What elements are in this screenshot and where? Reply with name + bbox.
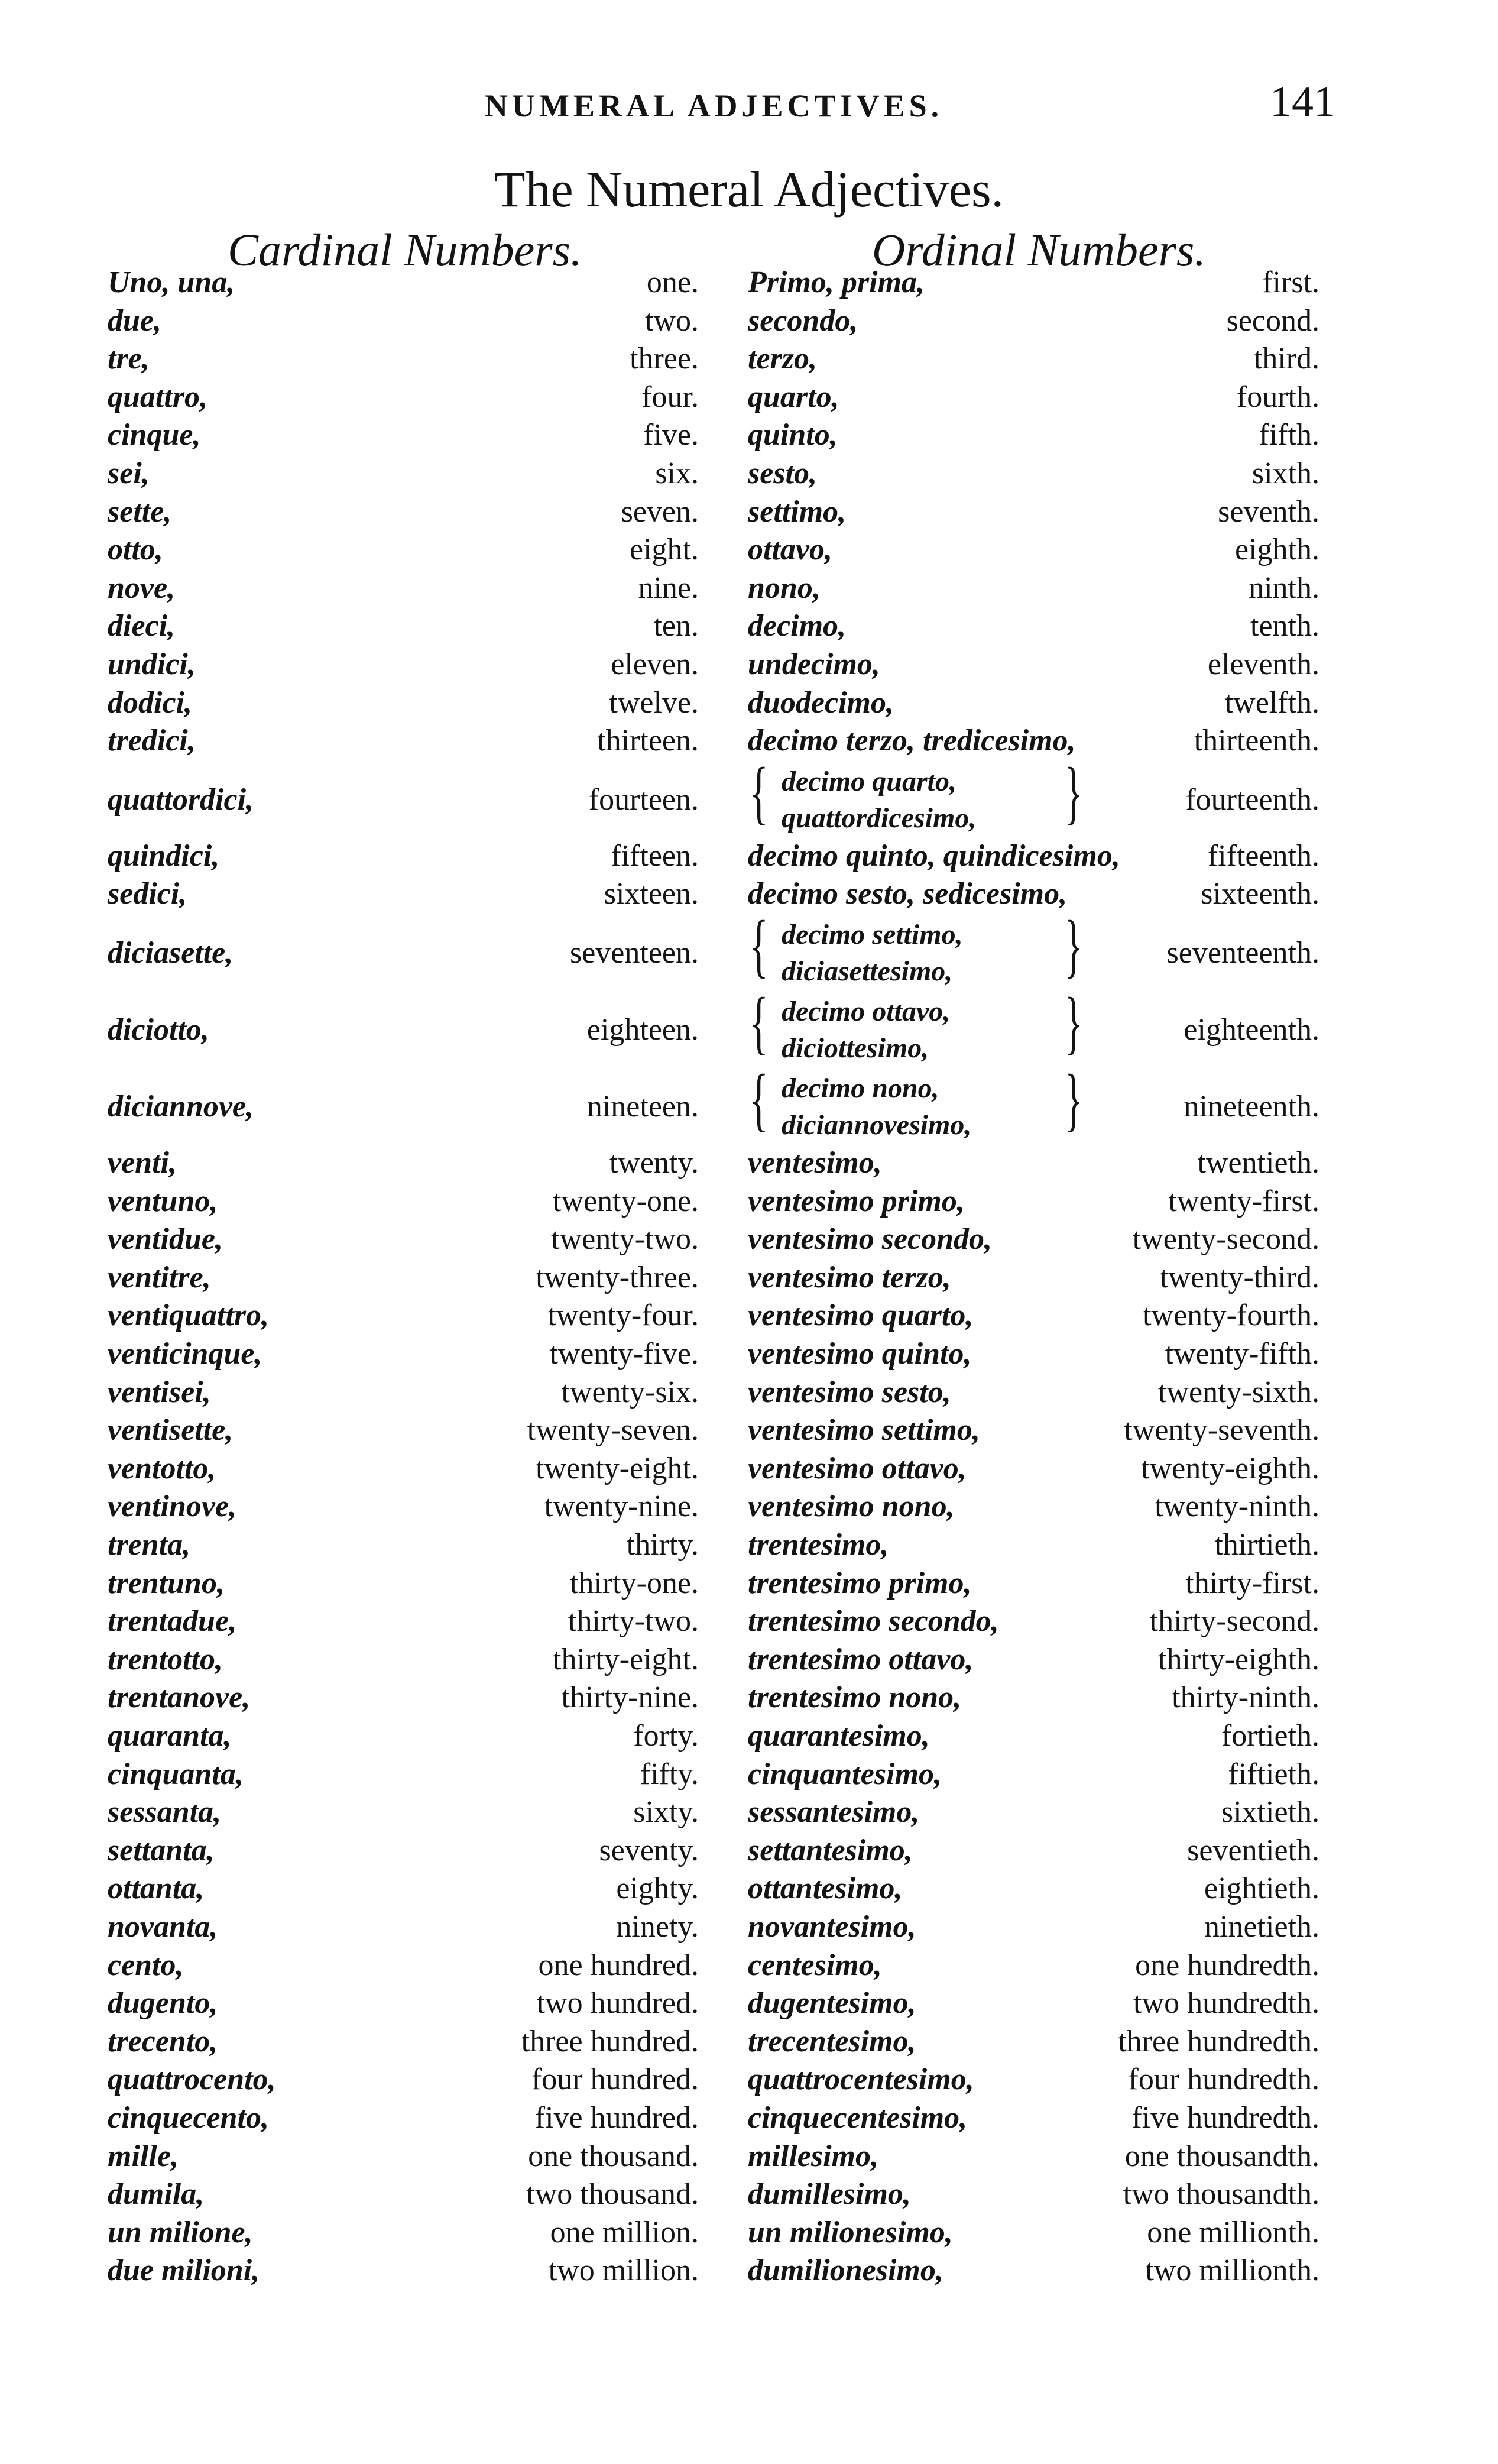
- cardinal-italian: quattordici,: [108, 782, 254, 817]
- table-row: [0, 838, 1498, 877]
- ordinal-english: sixteenth.: [1201, 877, 1319, 911]
- table-row: [0, 1833, 1498, 1872]
- table-row: [0, 1336, 1498, 1375]
- cardinal-english: two thousand.: [526, 2177, 699, 2212]
- ordinal-english: twenty-fifth.: [1165, 1337, 1319, 1371]
- cardinal-italian: quindici,: [108, 838, 220, 873]
- ordinal-italian: ottavo,: [748, 533, 832, 567]
- cardinal-english: ten.: [653, 609, 699, 643]
- table-row: [0, 417, 1498, 456]
- ordinal-english: thirty-eighth.: [1158, 1642, 1319, 1676]
- table-row: [0, 1909, 1498, 1948]
- table-row: [0, 1718, 1498, 1757]
- cardinal-italian: ventitre,: [108, 1260, 211, 1294]
- table-row: [0, 1986, 1498, 2024]
- ordinal-english: fortieth.: [1221, 1719, 1319, 1753]
- ordinal-italian-alt1: decimo settimo,: [782, 919, 963, 950]
- cardinal-english: four hundred.: [531, 2062, 699, 2097]
- ordinal-english: seventh.: [1218, 494, 1319, 529]
- table-row: [0, 752, 1498, 838]
- cardinal-english: eighty.: [616, 1872, 699, 1906]
- ordinal-italian: settantesimo,: [748, 1833, 913, 1867]
- cardinal-english: twenty-one.: [553, 1184, 699, 1218]
- ordinal-italian: cinquantesimo,: [748, 1757, 942, 1791]
- table-row: [0, 2024, 1498, 2062]
- cardinal-english: three hundred.: [521, 2024, 699, 2058]
- ordinal-english: seventieth.: [1187, 1833, 1319, 1867]
- ordinal-english: eleventh.: [1207, 647, 1319, 681]
- table-row: [0, 1145, 1498, 1184]
- cardinal-english: eighteen.: [586, 1013, 699, 1047]
- ordinal-italian: undecimo,: [748, 647, 880, 681]
- running-title: NUMERAL ADJECTIVES.: [485, 88, 943, 124]
- cardinal-english: fifty.: [640, 1757, 699, 1791]
- cardinal-italian: sei,: [108, 456, 150, 490]
- cardinal-italian: trentotto,: [108, 1642, 223, 1676]
- table-row: [0, 494, 1498, 533]
- ordinal-heading: Ordinal Numbers.: [872, 224, 1206, 276]
- ordinal-italian-alt2: diciannovesimo,: [782, 1109, 972, 1141]
- cardinal-english: two million.: [548, 2253, 699, 2288]
- ordinal-english: eighth.: [1235, 533, 1319, 567]
- ordinal-italian: terzo,: [748, 342, 817, 376]
- ordinal-italian: dumilionesimo,: [748, 2253, 943, 2288]
- table-row: [0, 1604, 1498, 1642]
- ordinal-italian-alt2: diciasettesimo,: [782, 956, 953, 987]
- ordinal-italian: quarantesimo,: [748, 1719, 930, 1753]
- cardinal-english: seven.: [621, 494, 699, 529]
- ordinal-italian: sessantesimo,: [748, 1795, 920, 1830]
- ordinal-english: two hundredth.: [1133, 1986, 1319, 2021]
- cardinal-italian: trenta,: [108, 1528, 191, 1562]
- cardinal-italian: quattro,: [108, 380, 208, 414]
- ordinal-english: one hundredth.: [1135, 1948, 1319, 1982]
- ordinal-english: twenty-eighth.: [1141, 1451, 1319, 1485]
- table-row: [0, 2177, 1498, 2215]
- ordinal-italian: ventesimo ottavo,: [748, 1451, 967, 1485]
- cardinal-italian: novanta,: [108, 1910, 218, 1944]
- ordinal-english: twenty-first.: [1168, 1184, 1319, 1218]
- cardinal-italian: sette,: [108, 494, 172, 529]
- ordinal-english: fourth.: [1236, 380, 1319, 414]
- table-row: [0, 2215, 1498, 2253]
- ordinal-english: two thousandth.: [1123, 2177, 1319, 2212]
- cardinal-english: forty.: [633, 1719, 699, 1753]
- ordinal-english: three hundredth.: [1118, 2024, 1319, 2058]
- cardinal-italian: due milioni,: [108, 2253, 260, 2288]
- cardinal-italian: ventidue,: [108, 1222, 223, 1257]
- ordinal-italian-alt2: quattordicesimo,: [782, 802, 977, 834]
- cardinal-italian: cinque,: [108, 418, 201, 452]
- right-brace: }: [1064, 906, 1083, 985]
- cardinal-english: twenty.: [609, 1146, 699, 1180]
- ordinal-english: ninth.: [1249, 571, 1319, 605]
- cardinal-english: thirteen.: [597, 724, 699, 758]
- cardinal-english: sixteen.: [604, 877, 699, 911]
- table-row: [0, 1260, 1498, 1299]
- right-brace: }: [1064, 983, 1083, 1061]
- ordinal-italian: nono,: [748, 571, 821, 605]
- ordinal-english: tenth.: [1250, 609, 1319, 643]
- ordinal-english: twelfth.: [1224, 685, 1319, 720]
- ordinal-english: five hundredth.: [1131, 2101, 1319, 2135]
- right-brace: }: [1064, 1060, 1083, 1138]
- cardinal-english: nine.: [638, 571, 699, 605]
- cardinal-italian: venticinque,: [108, 1337, 262, 1371]
- cardinal-english: twenty-three.: [536, 1260, 699, 1294]
- ordinal-italian: sesto,: [748, 456, 817, 490]
- table-row: [0, 1413, 1498, 1451]
- cardinal-english: twenty-two.: [551, 1222, 699, 1257]
- cardinal-italian: dodici,: [108, 685, 192, 720]
- table-row: [0, 1642, 1498, 1681]
- ordinal-english: first.: [1262, 265, 1319, 299]
- table-row: [0, 1489, 1498, 1527]
- cardinal-italian: ventotto,: [108, 1451, 216, 1485]
- ordinal-italian: ventesimo,: [748, 1146, 882, 1180]
- cardinal-italian: dugento,: [108, 1986, 218, 2021]
- table-row: [0, 608, 1498, 647]
- ordinal-italian: decimo sesto, sedicesimo,: [748, 877, 1068, 911]
- ordinal-english: ninetieth.: [1204, 1910, 1319, 1944]
- ordinal-english: twenty-ninth.: [1155, 1490, 1319, 1524]
- ordinal-italian: ventesimo terzo,: [748, 1260, 951, 1294]
- cardinal-english: twenty-nine.: [544, 1490, 699, 1524]
- cardinal-italian: sessanta,: [108, 1795, 222, 1830]
- ordinal-italian: novantesimo,: [748, 1910, 916, 1944]
- ordinal-english: four hundredth.: [1128, 2062, 1319, 2097]
- ordinal-english: fourteenth.: [1185, 782, 1319, 817]
- table-row: [0, 983, 1498, 1069]
- cardinal-italian: ottanta,: [108, 1872, 205, 1906]
- cardinal-italian: cento,: [108, 1948, 184, 1982]
- table-row: [0, 1451, 1498, 1490]
- table-row: [0, 456, 1498, 494]
- table-row: [0, 1948, 1498, 1986]
- cardinal-english: two.: [645, 303, 699, 338]
- ordinal-italian-alt1: decimo quarto,: [782, 765, 956, 797]
- cardinal-english: thirty-two.: [568, 1604, 699, 1639]
- cardinal-english: eight.: [630, 533, 699, 567]
- cardinal-english: seventy.: [599, 1833, 699, 1867]
- cardinal-english: fifteen.: [611, 838, 699, 873]
- ordinal-english: fifteenth.: [1207, 838, 1319, 873]
- cardinal-italian: Uno, una,: [108, 265, 235, 299]
- cardinal-italian: ventiquattro,: [108, 1299, 270, 1333]
- ordinal-italian: quinto,: [748, 418, 838, 452]
- table-row: [0, 2139, 1498, 2177]
- ordinal-english: second.: [1226, 303, 1319, 338]
- page-title: The Numeral Adjectives.: [494, 161, 1004, 218]
- cardinal-italian: ventisei,: [108, 1375, 211, 1409]
- cardinal-english: twenty-five.: [549, 1337, 699, 1371]
- ordinal-english: twenty-second.: [1132, 1222, 1319, 1257]
- right-brace: }: [1064, 752, 1083, 831]
- ordinal-english: two millionth.: [1145, 2253, 1319, 2288]
- ordinal-italian: decimo,: [748, 609, 847, 643]
- ordinal-italian: dumillesimo,: [748, 2177, 911, 2212]
- cardinal-italian: trentuno,: [108, 1566, 225, 1600]
- left-brace: {: [750, 906, 769, 985]
- cardinal-english: twenty-six.: [561, 1375, 699, 1409]
- ordinal-italian: decimo terzo, tredicesimo,: [748, 724, 1076, 758]
- table-row: [0, 265, 1498, 303]
- ordinal-italian: ventesimo settimo,: [748, 1413, 980, 1448]
- ordinal-english: twenty-fourth.: [1143, 1299, 1319, 1333]
- ordinal-italian: quarto,: [748, 380, 839, 414]
- cardinal-italian: quaranta,: [108, 1719, 232, 1753]
- table-row: [0, 303, 1498, 342]
- ordinal-italian: ventesimo nono,: [748, 1490, 955, 1524]
- table-row: [0, 1680, 1498, 1718]
- cardinal-english: seventeen.: [569, 936, 699, 970]
- ordinal-italian: settimo,: [748, 494, 847, 529]
- cardinal-italian: diciannove,: [108, 1090, 254, 1123]
- ordinal-italian: trentesimo,: [748, 1528, 889, 1562]
- cardinal-english: four.: [641, 380, 699, 414]
- ordinal-english: sixth.: [1251, 456, 1319, 490]
- cardinal-italian: ventinove,: [108, 1490, 237, 1524]
- cardinal-english: thirty.: [626, 1528, 699, 1562]
- cardinal-english: six.: [655, 456, 699, 490]
- ordinal-italian: centesimo,: [748, 1948, 882, 1982]
- ordinal-italian-alt2: diciottesimo,: [782, 1032, 929, 1064]
- ordinal-english: fifth.: [1259, 418, 1319, 452]
- table-row: [0, 571, 1498, 609]
- ordinal-italian: ventesimo secondo,: [748, 1222, 993, 1257]
- cardinal-italian: cinquecento,: [108, 2101, 269, 2135]
- table-row: [0, 1527, 1498, 1566]
- cardinal-english: five.: [643, 418, 699, 452]
- cardinal-italian: ventuno,: [108, 1184, 218, 1218]
- left-brace: {: [750, 752, 769, 831]
- cardinal-english: thirty-nine.: [561, 1681, 699, 1715]
- ordinal-english: thirty-ninth.: [1172, 1681, 1319, 1715]
- ordinal-italian: cinquecentesimo,: [748, 2101, 968, 2135]
- cardinal-english: twenty-four.: [547, 1299, 699, 1333]
- ordinal-italian: decimo quinto, quindicesimo,: [748, 838, 1120, 873]
- table-row: [0, 876, 1498, 915]
- cardinal-english: sixty.: [633, 1795, 699, 1830]
- ordinal-italian: millesimo,: [748, 2139, 878, 2173]
- table-row: [0, 1795, 1498, 1833]
- ordinal-italian: trentesimo secondo,: [748, 1604, 999, 1639]
- table-row: [0, 1375, 1498, 1413]
- cardinal-english: one.: [646, 265, 699, 299]
- table-row: [0, 1184, 1498, 1222]
- ordinal-italian-alt1: decimo nono,: [782, 1073, 939, 1104]
- ordinal-english: twenty-sixth.: [1158, 1375, 1319, 1409]
- table-row: [0, 1566, 1498, 1604]
- cardinal-italian: undici,: [108, 647, 196, 681]
- table-row: [0, 906, 1498, 992]
- cardinal-english: fourteen.: [588, 782, 699, 817]
- cardinal-italian: mille,: [108, 2139, 179, 2173]
- table-row: [0, 723, 1498, 762]
- table-row: [0, 1757, 1498, 1795]
- cardinal-italian: sedici,: [108, 877, 187, 911]
- ordinal-english: twenty-seventh.: [1124, 1413, 1319, 1448]
- ordinal-english: third.: [1253, 342, 1319, 376]
- ordinal-italian: trecentesimo,: [748, 2024, 916, 2058]
- left-brace: {: [750, 1060, 769, 1138]
- cardinal-italian: nove,: [108, 571, 176, 605]
- table-row: [0, 2062, 1498, 2100]
- ordinal-english: thirteenth.: [1194, 724, 1319, 758]
- cardinal-italian: un milione,: [108, 2215, 253, 2249]
- cardinal-italian: ventisette,: [108, 1413, 234, 1448]
- ordinal-english: nineteenth.: [1184, 1090, 1319, 1123]
- ordinal-english: fiftieth.: [1228, 1757, 1319, 1791]
- cardinal-italian: dumila,: [108, 2177, 205, 2212]
- ordinal-italian: trentesimo primo,: [748, 1566, 972, 1600]
- ordinal-english: thirty-second.: [1149, 1604, 1319, 1639]
- cardinal-english: one hundred.: [538, 1948, 699, 1982]
- cardinal-english: two hundred.: [536, 1986, 699, 2021]
- cardinal-italian: diciotto,: [108, 1013, 209, 1047]
- cardinal-english: nineteen.: [586, 1090, 699, 1123]
- ordinal-english: thirty-first.: [1185, 1566, 1319, 1600]
- table-row: [0, 1060, 1498, 1145]
- ordinal-italian: dugentesimo,: [748, 1986, 916, 2021]
- table-row: [0, 341, 1498, 380]
- cardinal-english: thirty-one.: [569, 1566, 699, 1600]
- ordinal-english: sixtieth.: [1221, 1795, 1319, 1830]
- cardinal-italian: otto,: [108, 533, 163, 567]
- ordinal-italian: secondo,: [748, 303, 858, 338]
- ordinal-english: eighteenth.: [1184, 1013, 1319, 1047]
- cardinal-italian: diciasette,: [108, 936, 234, 970]
- ordinal-italian-alt1: decimo ottavo,: [782, 996, 951, 1027]
- ordinal-italian: Primo, prima,: [748, 265, 925, 299]
- cardinal-english: twelve.: [609, 685, 699, 720]
- cardinal-heading: Cardinal Numbers.: [228, 224, 582, 276]
- ordinal-english: seventeenth.: [1166, 936, 1319, 970]
- cardinal-italian: cinquanta,: [108, 1757, 244, 1791]
- table-row: [0, 647, 1498, 685]
- ordinal-english: twenty-third.: [1159, 1260, 1319, 1294]
- cardinal-italian: quattrocento,: [108, 2062, 276, 2097]
- cardinal-english: one thousand.: [528, 2139, 699, 2173]
- ordinal-english: one millionth.: [1147, 2215, 1319, 2249]
- ordinal-italian: trentesimo ottavo,: [748, 1642, 974, 1676]
- cardinal-italian: settanta,: [108, 1833, 215, 1867]
- cardinal-italian: trentadue,: [108, 1604, 237, 1639]
- table-row: [0, 685, 1498, 724]
- table-row: [0, 532, 1498, 571]
- table-row: [0, 380, 1498, 418]
- left-brace: {: [750, 983, 769, 1061]
- ordinal-italian: duodecimo,: [748, 685, 894, 720]
- cardinal-english: thirty-eight.: [553, 1642, 699, 1676]
- table-row: [0, 1298, 1498, 1336]
- cardinal-italian: dieci,: [108, 609, 176, 643]
- cardinal-italian: tre,: [108, 342, 150, 376]
- ordinal-english: twentieth.: [1197, 1146, 1319, 1180]
- ordinal-english: thirtieth.: [1214, 1528, 1319, 1562]
- cardinal-english: twenty-seven.: [527, 1413, 699, 1448]
- ordinal-italian: ventesimo quinto,: [748, 1337, 972, 1371]
- cardinal-italian: due,: [108, 303, 161, 338]
- table-row: [0, 1222, 1498, 1260]
- cardinal-english: five hundred.: [534, 2101, 699, 2135]
- ordinal-italian: ottantesimo,: [748, 1872, 903, 1906]
- cardinal-italian: trentanove,: [108, 1681, 251, 1715]
- ordinal-italian: quattrocentesimo,: [748, 2062, 974, 2097]
- cardinal-english: twenty-eight.: [536, 1451, 699, 1485]
- ordinal-italian: ventesimo primo,: [748, 1184, 965, 1218]
- ordinal-english: one thousandth.: [1124, 2139, 1319, 2173]
- cardinal-english: eleven.: [611, 647, 699, 681]
- cardinal-italian: trecento,: [108, 2024, 218, 2058]
- cardinal-english: ninety.: [616, 1910, 699, 1944]
- table-row: [0, 2253, 1498, 2291]
- ordinal-italian: ventesimo quarto,: [748, 1299, 974, 1333]
- cardinal-italian: tredici,: [108, 724, 196, 758]
- cardinal-english: three.: [630, 342, 699, 376]
- ordinal-english: eightieth.: [1204, 1872, 1319, 1906]
- table-row: [0, 1871, 1498, 1909]
- ordinal-italian: ventesimo sesto,: [748, 1375, 951, 1409]
- ordinal-italian: un milionesimo,: [748, 2215, 953, 2249]
- ordinal-italian: trentesimo nono,: [748, 1681, 962, 1715]
- page-number: 141: [1270, 77, 1335, 126]
- cardinal-italian: venti,: [108, 1146, 177, 1180]
- table-row: [0, 2100, 1498, 2139]
- cardinal-english: one million.: [550, 2215, 699, 2249]
